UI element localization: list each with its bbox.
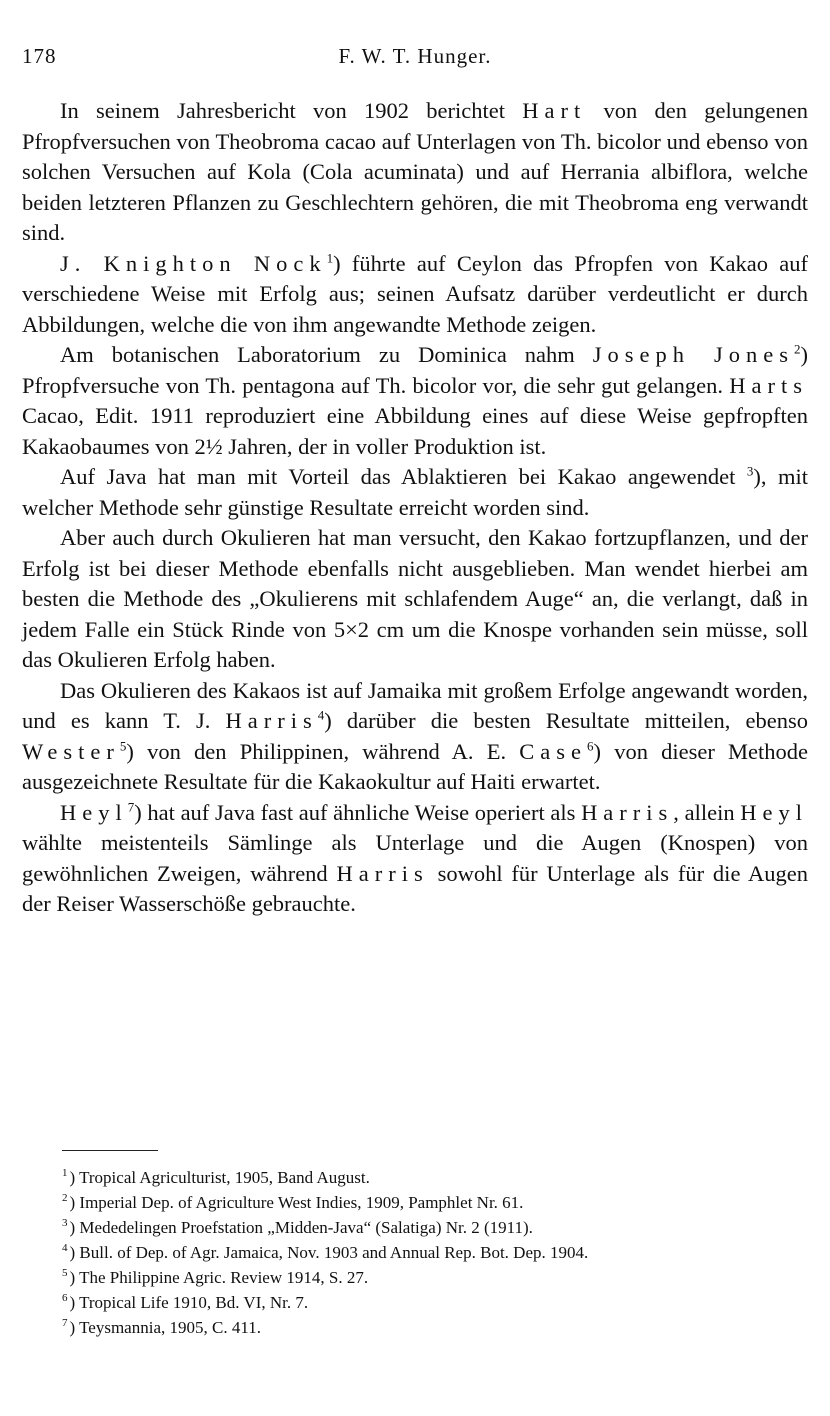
text-run: ) von dieser Methode ausgezeichnete Resultate für die Kakaokultur auf Haiti erwartet. [22,738,809,794]
paragraph [22,340,808,462]
footnotes [62,1165,822,1340]
spaced-name: Heyl [60,799,128,825]
spaced-name: J. Knighton Nock [60,250,327,276]
footnote-text: ) Imperial Dep. of Agriculture West Indies, 1909, Pamphlet Nr. 61. [69,1193,524,1212]
main-text [22,96,808,920]
paragraph [22,676,808,798]
footnote-text: ) The Philippine Agric. Review 1914, S. 27. [69,1268,369,1287]
paragraph [22,798,808,920]
footnote-number: 6 [62,1292,68,1305]
footnote-ref: 7 [127,799,135,814]
footnote [62,1165,822,1190]
footnote-number: 2 [62,1192,68,1205]
text-run: von den gelungenen Pfropfversuchen von Theobroma cacao auf Unterlagen von Th. bicolor und ebenso von solchen Versuchen auf Kola (Cola acuminata) und auf Herrania albiflora, welche beiden letzteren Pflanzen zu Geschlechtern gehören, die mit Theobroma eng verwandt sind. [22,98,808,245]
footnote-text: ) Tropical Life 1910, Bd. VI, Nr. 7. [69,1293,309,1312]
text-run: ) von den Philippinen, während A. E. [126,738,520,764]
footnote-ref: 5 [119,738,127,753]
paragraph [22,523,808,676]
footnote-ref: 2 [794,341,801,357]
spaced-name: Case [519,738,588,764]
text-run: ), mit welcher Methode sehr günstige Resultate erreicht worden sind. [22,464,808,520]
spaced-name: Hart [522,98,587,123]
spaced-name: Harris [336,860,429,886]
spaced-name: Harris [225,708,318,733]
spaced-name: Harts [729,372,808,398]
spaced-name: Heyl [740,799,808,825]
text-run: Das Okulieren des Kakaos ist auf Jamaika mit großem Erfolge angewandt worden, und es kann T. J. [22,677,808,733]
footnote-number: 1 [62,1167,68,1180]
page-header [22,44,808,72]
footnote-ref: 1 [326,250,334,265]
text-run: In seinem Jahresbericht von 1902 berichtet [60,98,523,123]
text-run: ) führte auf Ceylon das Pfropfen von Kakao auf verschiedene Weise mit Erfolg aus; seinen Aufsatz darüber verdeutlicht er durch Abbildungen, welche die von ihm angewandte Methode zeigen. [22,250,808,337]
footnote-number: 4 [62,1242,68,1255]
footnote [62,1290,822,1315]
footnote-rule [62,1150,158,1151]
paragraph [22,462,808,523]
spaced-name: Harris [581,799,674,825]
footnote-text: ) Bull. of Dep. of Agr. Jamaica, Nov. 1903 and Annual Rep. Bot. Dep. 1904. [69,1243,589,1262]
page-number: 178 [22,44,57,68]
footnote [62,1315,822,1340]
footnote-ref: 6 [587,738,594,753]
footnote-text: ) Tropical Agriculturist, 1905, Band August. [69,1168,370,1187]
text-run: Cacao, Edit. 1911 reproduziert eine Abbildung eines auf diese Weise gepfropften Kakaobaumes von 2½ Jahren, der in voller Produktion ist. [22,403,808,459]
text-run: sowohl für Unterlage als für die Augen der Reiser Wasserschöße gebrauchte. [22,860,809,916]
footnote-text: ) Teysmannia, 1905, C. 411. [69,1318,261,1337]
paragraph [22,249,808,341]
text-run: ) darüber die besten Resultate mitteilen, ebenso [324,708,808,733]
text-run: ) Pfropfversuche von Th. pentagona auf Th. bicolor vor, die sehr gut gelangen. [22,342,809,398]
footnote [62,1190,822,1215]
footnote [62,1265,822,1290]
spaced-name: Joseph Jones [592,342,795,367]
text-run: Aber auch durch Okulieren hat man versucht, den Kakao fortzupflanzen, und der Erfolg ist bei dieser Methode ebenfalls nicht ausgeblieben. Man wendet hierbei am besten die Methode des „Okulierens mit schlafendem Auge“ an, die verlangt, daß in jedem Falle ein Stück Rinde von 5×2 cm um die Knospe vorhanden sein müsse, soll das Okulieren Erfolg haben. [22,525,808,672]
footnote [62,1240,822,1265]
footnote [62,1215,822,1240]
footnote-number: 5 [62,1267,68,1280]
text-run: wählte meistenteils Sämlinge als Unterlage und die Augen (Knospen) von gewöhnlichen Zweigen, während [22,830,808,886]
text-run: Am botanischen Laboratorium zu Dominica nahm [60,342,593,367]
footnote-number: 3 [62,1217,68,1230]
text-run: Auf Java hat man mit Vorteil das Ablaktieren bei Kakao angewendet [60,464,747,489]
paragraph [22,96,808,249]
footnote-ref: 3 [746,463,754,479]
text-run: ) hat auf Java fast auf ähnliche Weise operiert als [134,799,582,825]
footnote-number: 7 [62,1317,68,1330]
footnote-text: ) Mededelingen Proefstation „Midden-Java“ (Salatiga) Nr. 2 (1911). [69,1218,533,1237]
running-title: F. W. T. Hunger. [338,44,492,68]
text-run: , allein [673,799,741,825]
spaced-name: Wester [22,738,120,764]
footnote-ref: 4 [317,707,325,723]
